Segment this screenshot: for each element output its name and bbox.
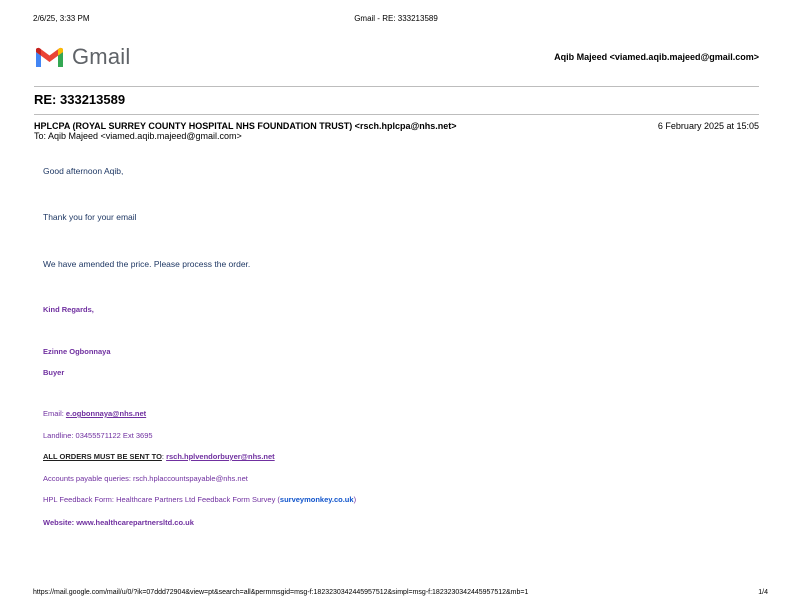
header-divider [34,86,759,87]
gmail-logo [34,44,130,70]
sig-email: Email: e.ogbonnaya@nhs.net [43,409,147,418]
print-title: Gmail - RE: 333213589 [354,14,438,23]
sig-name: Ezinne Ogbonnaya [43,347,111,356]
thanks-line: Thank you for your email [43,212,137,222]
sig-feedback: HPL Feedback Form: Healthcare Partners Ltd Feedback Form Survey (surveymonkey.co.uk) [43,495,357,504]
greeting: Good afternoon Aqib, [43,166,124,176]
sig-website: Website: www.healthcarepartnersltd.co.uk [43,518,194,527]
email-to: To: Aqib Majeed <viamed.aqib.majeed@gmail.com> [34,131,242,141]
sig-accounts: Accounts payable queries: rsch.hplaccountspayable@nhs.net [43,474,248,483]
account-email: Aqib Majeed <viamed.aqib.majeed@gmail.com> [554,52,759,62]
email-date: 6 February 2025 at 15:05 [657,121,759,131]
email-subject: RE: 333213589 [34,92,126,107]
gmail-wordmark: Gmail [72,44,131,69]
footer-url: https://mail.google.com/mail/u/0/?ik=07ddd72904&view=pt&search=all&permmsgid=msg-f:1823230342445957512&simpl=msg-f:1823230342445957512&mb=1 [33,589,529,596]
print-date: 2/6/25, 3:33 PM [33,14,90,23]
sig-email-link[interactable]: e.ogbonnaya@nhs.net [65,409,147,418]
sig-orders: ALL ORDERS MUST BE SENT TO: rsch.hplvendorbuyer@nhs.net [43,452,275,461]
sig-role: Buyer [43,368,65,377]
orders-email-link[interactable]: rsch.hplvendorbuyer@nhs.net [166,452,275,461]
email-from [34,121,457,131]
gmail-logo-icon [34,46,65,69]
print-header [0,14,792,28]
feedback-survey-link[interactable]: surveymonkey.co.uk [279,495,354,504]
sig-landline: Landline: 03455571122 Ext 3695 [43,431,153,440]
message-line: We have amended the price. Please process the order. [43,259,251,269]
subject-divider [34,114,759,115]
sig-regards: Kind Regards, [43,305,94,314]
sender: HPLCPA (ROYAL SURREY COUNTY HOSPITAL NHS FOUNDATION TRUST) <rsch.hplcpa@nhs.net> [34,121,457,131]
page-number: 1/4 [758,589,768,596]
